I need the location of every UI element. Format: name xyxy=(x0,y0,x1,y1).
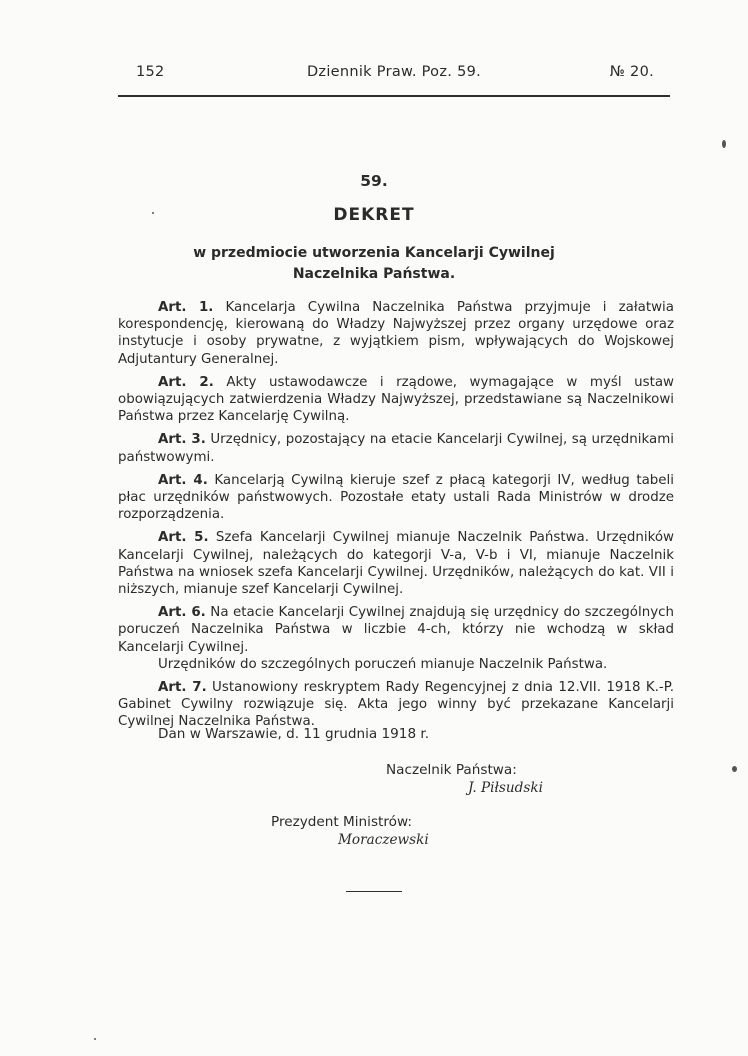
article-label: Art. 5. xyxy=(158,530,209,546)
decree-subtitle xyxy=(0,243,748,285)
article-text: Szefa Kancelarji Cywilnej mianuje Naczelnik Państwa. Urzędników Kancelarji Cywilnej, należących do kategorji V-a, V-b i VI, mianuje Naczelnik Państwa na wniosek szefa Kancelarji Cywilnej. Urzędników, należących do kat. VII i niższych, mianuje szef Kancelarji Cywilnej. xyxy=(118,530,674,598)
closing-rule xyxy=(346,891,402,892)
article-text: Akty ustawodawcze i rządowe, wymagające w myśl ustaw obowiązujących zatwierdzenia Władzy Najwyższej, przedstawiane są Naczelnikowi Państwa przez Kancelarję Cywilną. xyxy=(118,374,674,425)
article-label: Art. 6. xyxy=(158,605,206,621)
page-header xyxy=(118,64,670,84)
paper-speck xyxy=(94,1038,96,1040)
article-label: Art. 7. xyxy=(158,680,207,696)
article-7 xyxy=(118,679,674,731)
article-text: Kancelarja Cywilna Naczelnika Państwa przyjmuje i załatwia korespondencję, kierowaną do Władzy Najwyższej przez organy urzędowe oraz instytucje i osoby prywatne, z wyjątkiem pism, wpływających do Wojskowej Adjutantury Generalnej. xyxy=(118,300,674,367)
article-4 xyxy=(118,472,674,524)
article-label: Art. 4. xyxy=(158,472,208,488)
paper-speck xyxy=(152,212,154,214)
document-type: DEKRET xyxy=(333,205,415,225)
subtitle-line-1: w przedmiocie utworzenia Kancelarji Cywilnej xyxy=(193,245,555,261)
article-label: Art. 1. xyxy=(158,300,214,315)
signatory-name-prime-minister: Moraczewski xyxy=(338,832,429,848)
publication-title: Dziennik Praw. Poz. 59. xyxy=(306,64,482,80)
issue-number: № 20. xyxy=(609,64,654,80)
page-number: 152 xyxy=(136,64,165,80)
article-text: Ustanowiony reskryptem Rady Regencyjnej z dnia 12.VII. 1918 K.-P. Gabinet Cywilny rozwiązuje się. Akta jego winny być przekazane Kancelarji Cywilnej Naczelnika Państwa. xyxy=(118,680,674,730)
article-label: Art. 3. xyxy=(158,432,206,448)
signatory-name-head-of-state: J. Piłsudski xyxy=(468,780,543,796)
date-place-line: Dan w Warszawie, d. 11 grudnia 1918 r. xyxy=(158,726,430,742)
header-rule xyxy=(118,95,670,97)
article-label: Art. 2. xyxy=(158,374,214,390)
article-text: Kancelarją Cywilną kieruje szef z płacą kategorji IV, według tabeli płac urzędników państwowych. Pozostałe etaty ustali Rada Ministrów w drodze rozporządzenia. xyxy=(118,472,674,523)
subtitle-line-2: Naczelnika Państwa. xyxy=(292,266,456,282)
paper-speck xyxy=(732,766,737,772)
article-text: Urzędnicy, pozostający na etacie Kancelarji Cywilnej, są urzędnikami państwowymi. xyxy=(118,432,674,465)
article-text: Urzędników do szczególnych poruczeń mianuje Naczelnik Państwa. xyxy=(158,656,608,672)
article-text: Na etacie Kancelarji Cywilnej znajdują się urzędnicy do szczególnych poruczeń Naczelnika Państwa w liczbie 4-ch, którzy nie wchodzą w skład Kancelarji Cywilnej. xyxy=(118,605,674,655)
article-6-continuation xyxy=(118,656,674,673)
article-6 xyxy=(118,604,674,656)
decree-body xyxy=(118,299,674,737)
decree-number: 59. xyxy=(360,172,388,190)
article-3 xyxy=(118,431,674,465)
signatory-role-prime-minister: Prezydent Ministrów: xyxy=(271,814,412,830)
paper-speck xyxy=(722,140,726,148)
article-1 xyxy=(118,299,674,368)
article-2 xyxy=(118,374,674,426)
article-5 xyxy=(118,529,674,598)
signatory-role-head-of-state: Naczelnik Państwa: xyxy=(386,762,517,778)
